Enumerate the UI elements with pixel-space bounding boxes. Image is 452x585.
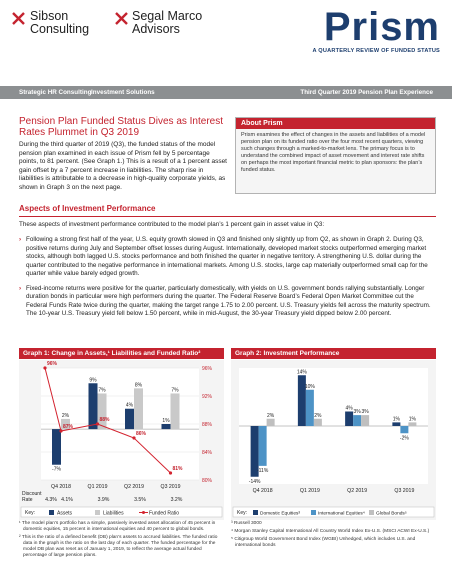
graph1-bar-assets: [89, 383, 98, 429]
graph2-bar-label: 1%: [408, 416, 416, 423]
graph2-bar-label: 1%: [392, 416, 400, 423]
graph1-discount-rate: 4.1%: [61, 497, 73, 503]
graph1-bar-assets: [52, 429, 61, 465]
section-heading: Aspects of Investment Performance: [19, 204, 436, 217]
graph2-bar-bonds: [361, 415, 369, 426]
graph2-bar-label: 3%: [353, 409, 361, 416]
graph2-bar-label: -11%: [256, 467, 269, 474]
graph1-bar-liabilities: [171, 393, 180, 429]
graph2-key-text: Global Bonds⁵: [376, 511, 407, 517]
brand-title: Prism: [323, 5, 440, 49]
graph2-bar-label: 3%: [361, 409, 369, 416]
graph1-key-swatch: [95, 510, 100, 515]
graph2-bar-international: [400, 426, 408, 433]
graph1-notes: [19, 521, 224, 561]
graph1-discount-rate: 3.9%: [97, 497, 110, 503]
graph1-key-text: Funded Ratio: [149, 510, 180, 517]
graph2-x-tick: Q3 2019: [394, 488, 415, 494]
logo-group: [10, 10, 260, 60]
about-heading: About Prism: [236, 118, 435, 129]
graph2-key-label: Key:: [237, 510, 248, 516]
graph2-bar-label: 10%: [304, 383, 315, 390]
bullet-text: Following a strong first half of the year, U.S. equity growth slowed in Q3 and finished only slightly up from Q2, as shown in Graph 2. During Q3, positive returns during July and September offset losses during August. Internationally, developed market stocks outperformed emerging market stocks, although both lagged U.S. stocks performance and both finished the quarter in negative territory. A strengthening U.S. dollar during the quarter contributed to the negative performance in international markets. Among U.S. stocks, large cap materially outperformed small cap for the quarter while value barely edged growth.: [26, 236, 428, 277]
about-box: [235, 117, 436, 194]
graph2-bar-label: 14%: [296, 369, 307, 376]
graph1-right-tick: 92%: [202, 394, 213, 400]
graph2-x-tick: Q1 2019: [299, 488, 320, 494]
banner-link-investment: Investment Solutions: [91, 89, 155, 96]
graph2-note: ⁴ Morgan Stanley Capital International All Country World Index Ex-U.S. (MSCI ACWI Ex-U.S.): [231, 529, 430, 534]
graph2-key-swatch: [369, 510, 374, 515]
graph1-ratio-label: 86%: [136, 431, 147, 437]
graph1-note: ² This is the ratio of a defined benefit (DB) plan’s assets to accrued liabilities. The funded ratio data in the graph is the ratio on the last day of each quarter. The funded percentage for the model DB plan was reset as of January 1, 2019, to reflect the average actual funded percentage of large pension plans.: [19, 535, 218, 558]
graph2-note: ⁵ Citigroup World Government Bond Index (WGBI) Unhedged, which includes U.S. and international bonds: [231, 537, 416, 548]
graph2-bar-bonds: [267, 419, 275, 426]
segal-logo-icon: [115, 12, 128, 25]
graph1-key-text: Liabilities: [103, 510, 124, 517]
graph2-bar-bonds: [314, 419, 322, 426]
logo2-line1: Segal Marco: [132, 9, 203, 23]
graph1-key-swatch: [49, 510, 54, 515]
graph2-bar-domestic: [392, 422, 400, 426]
graph2-bar-bonds: [408, 422, 416, 426]
graph2-x-tick: Q4 2018: [252, 488, 273, 494]
category-banner: [0, 86, 452, 99]
graph2-key-text: International Equities⁴: [318, 511, 365, 517]
graph2-key-text: Domestic Equities³: [260, 511, 300, 517]
graph1-ratio-label: 87%: [63, 424, 74, 430]
graph2-bar-international: [306, 390, 314, 426]
graph2-note: ³ Russell 3000: [231, 521, 262, 526]
graph1-x-tick: Q4 2018: [51, 484, 71, 490]
banner-link-hr: Strategic HR Consulting: [19, 89, 92, 96]
graph1-x-tick: Q2 2019: [124, 484, 144, 490]
graph1-panel: [19, 360, 224, 520]
graph1-discount-rate: 3.2%: [170, 497, 183, 503]
graph1-discount-label: Discount: [22, 491, 42, 497]
sibson-logo-icon: [12, 12, 25, 25]
graph1-bar-label: 7%: [171, 387, 179, 394]
graph1-key-swatch: [142, 511, 145, 514]
graph1-key-text: Assets: [57, 510, 73, 517]
chevron-right-icon: ›: [19, 236, 22, 243]
article-title: Pension Plan Funded Status Dives as Interest Rates Plummet in Q3 2019: [19, 116, 224, 138]
logo1-line2: Consulting: [30, 22, 90, 36]
graph2-x-tick: Q2 2019: [347, 488, 368, 494]
graph2-bar-label: 2%: [314, 412, 322, 419]
graph1-bar-label: 2%: [61, 412, 70, 419]
bullet-text: Fixed-income returns were positive for the quarter, particularly domestically, with yields on U.S. government bonds rallying substantially. Longer duration bonds in particular were high performers during the quarter. The Federal Reserve Board’s Federal Open Market Committee cut the Federal Funds Rate twice during the quarter, making the target range 1.75 to 2.00 percent. U.S. Treasury yields fell across the maturity spectrum. The 10-year U.S. Treasury yield fell below 1.50 percent, while in mid-August, the 30-year Treasury yield dipped below 2.00 percent.: [26, 284, 431, 317]
graph1-discount-label: Rate: [22, 497, 33, 503]
graph2-bar-label: -14%: [248, 478, 261, 485]
chevron-right-icon: ›: [19, 284, 22, 292]
graph1-discount-rate: 4.3%: [45, 497, 57, 503]
graph2-heading: Graph 2: Investment Performance: [231, 348, 436, 359]
graph1-bar-label: 9%: [89, 377, 97, 384]
logo1-line1: Sibson: [30, 9, 69, 23]
graph1-key-label: Key:: [25, 510, 36, 516]
graph1-bar-liabilities: [134, 388, 143, 429]
banner-issue: Third Quarter 2019 Pension Plan Experience: [300, 89, 433, 96]
graph2-bar-label: -2%: [399, 435, 409, 442]
graph2-bar-domestic: [345, 412, 353, 427]
graph1-note: ¹ The model plan’s portfolio has a simple, passively invested asset allocation of 45 percent in domestic equities, 15 percent in international equities and 40 percent to global bonds.: [19, 521, 216, 532]
about-body: Prism examines the effect of changes in the assets and liabilities of a model pension plan on its funded ratio over the four most recent quarters, viewing such changes through a marked-to-market lens. The primary focus is to understand the combined impact of asset movement and interest rate shifts on perhaps the most important financial metric to plan sponsors: the plan’s funded status.: [241, 132, 426, 173]
graph2-key-swatch: [311, 510, 316, 515]
graph1-bar-label: -7%: [52, 466, 61, 473]
graph1-right-tick: 96%: [202, 366, 213, 372]
graph1-bar-label: 7%: [98, 387, 106, 394]
graph1-x-tick: Q3 2019: [160, 484, 181, 490]
graph2-panel: [231, 360, 436, 520]
graph2-bar-international: [259, 426, 267, 466]
bullet-item: [19, 285, 436, 319]
graph1-bar-assets: [125, 409, 134, 429]
graph1-bar-label: 4%: [125, 402, 134, 409]
brand-tagline: A QUARTERLY REVIEW OF FUNDED STATUS: [312, 48, 440, 54]
graph1-discount-rate: 3.5%: [134, 497, 146, 503]
bullet-list: [19, 236, 436, 325]
graph1-ratio-label: 96%: [47, 361, 58, 367]
logo2-line2: Advisors: [132, 22, 180, 36]
graph1-chart: [19, 360, 224, 520]
graph1-bar-label: 1%: [162, 418, 170, 424]
graph2-notes: [231, 521, 436, 551]
graph1-ratio-label: 81%: [172, 466, 183, 472]
graph1-bar-assets: [162, 424, 171, 429]
graph1-right-tick: 84%: [202, 450, 213, 456]
graph1-right-tick: 80%: [202, 478, 213, 484]
graph1-bar-label: 8%: [134, 382, 143, 389]
bullet-item: [19, 236, 436, 279]
graph2-chart: [231, 360, 436, 520]
graph2-key-swatch: [253, 510, 258, 515]
section-intro: These aspects of investment performance contributed to the model plan’s 1 percent gain in asset value in Q3:: [19, 221, 325, 228]
graph1-heading: Graph 1: Change in Assets,¹ Liabilities and Funded Ratio²: [19, 348, 224, 359]
article-lead: During the third quarter of 2019 (Q3), the funded status of the model pension plan examined in each issue of Prism fell by 5 percentage points, to 81 percent. (See Graph 1.) This is a result of a 1 percent asset gain offset by a 7 percent increase in liabilities. The sharp rise in liabilities is attributable to a decrease in high-quality corporate yields, as shown in Graph 3 on the next page.: [19, 141, 227, 191]
graph2-bar-international: [353, 415, 361, 426]
graph1-ratio-label: 88%: [99, 417, 110, 423]
graph2-bar-label: 4%: [345, 405, 353, 412]
brand-block: [270, 7, 440, 54]
graph2-bar-label: 2%: [267, 412, 275, 419]
graph1-right-tick: 88%: [202, 422, 213, 428]
graph1-x-tick: Q1 2019: [87, 484, 108, 490]
